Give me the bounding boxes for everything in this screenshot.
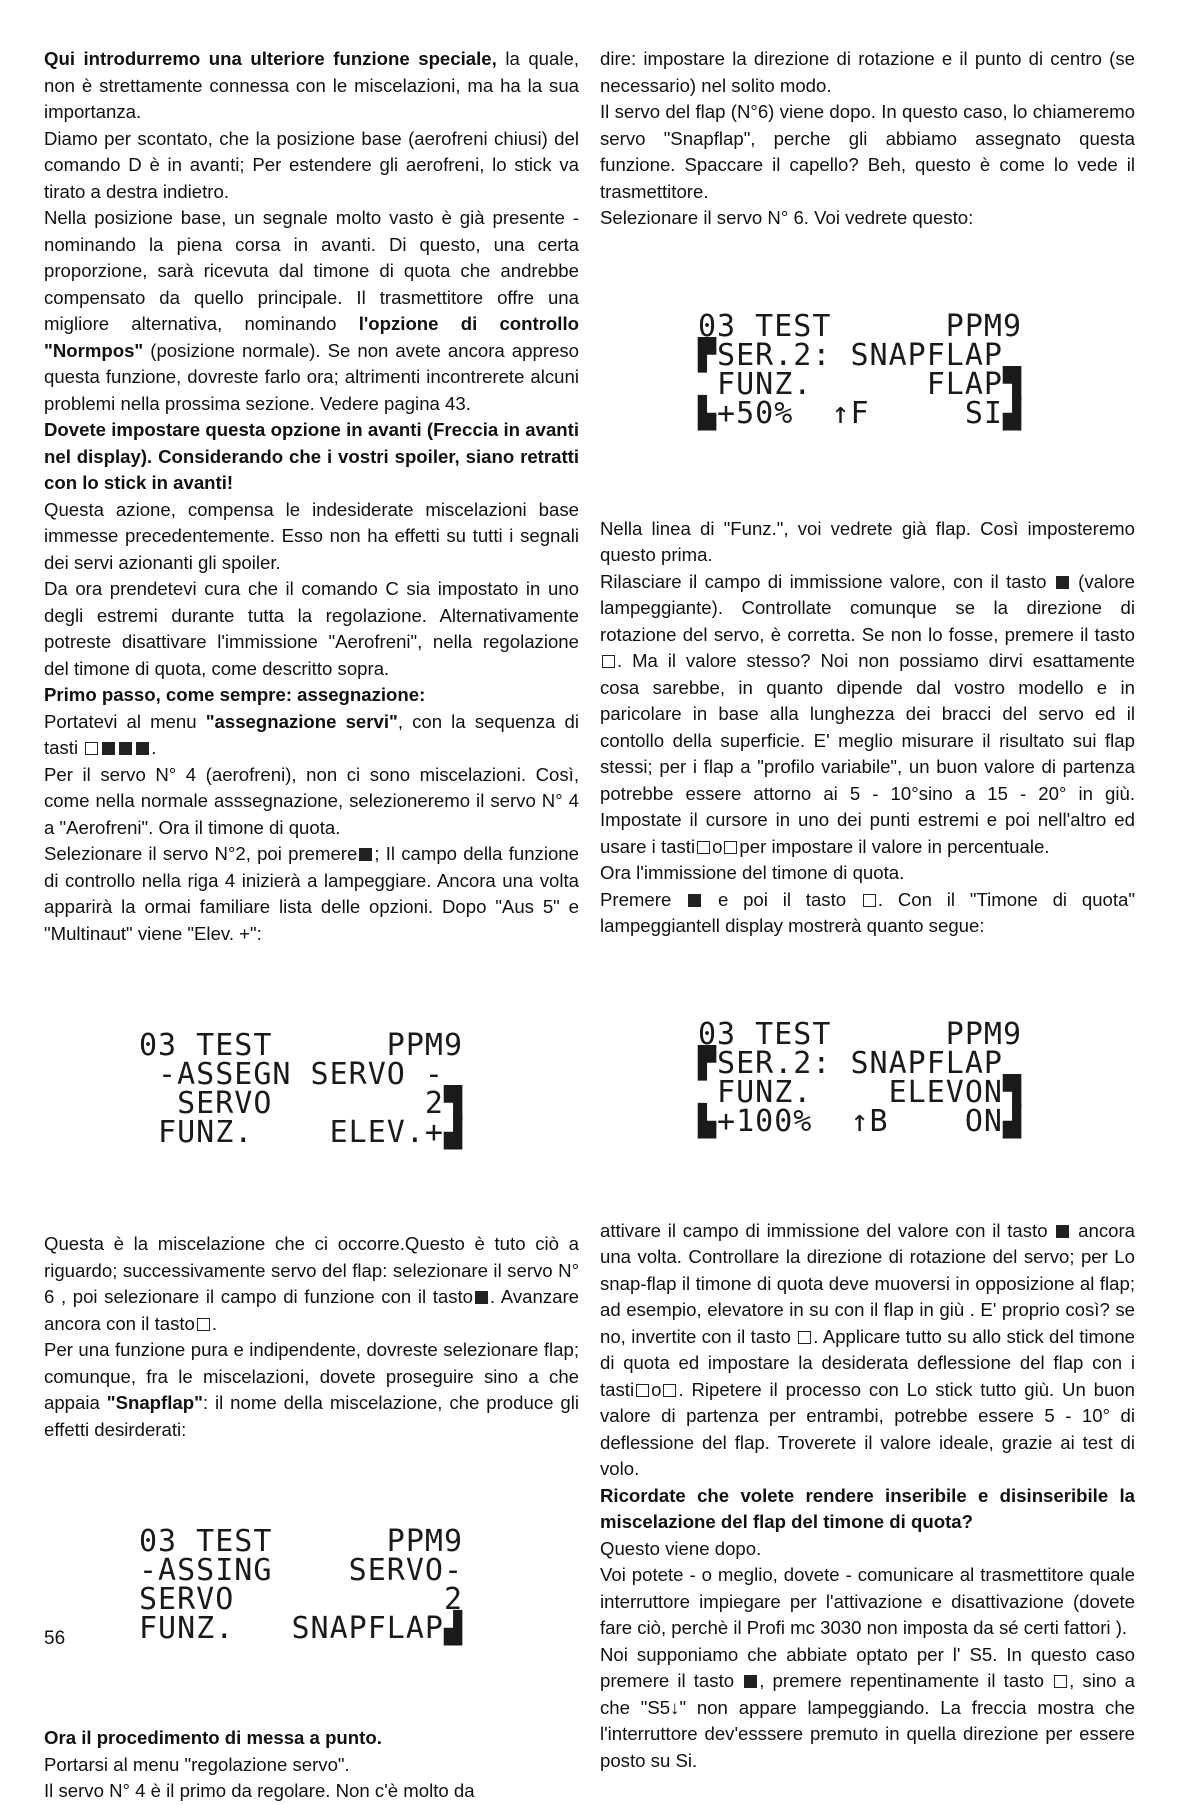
paragraph: Per il servo N° 4 (aerofreni), non ci sono miscelazioni. Così, come nella normale asssegnazione, selezioneremo il servo N° 4 a "Aerofreni". Ora il timone di quota. [44,763,579,838]
key-icon [744,1675,757,1688]
key-icon [359,848,372,861]
key-icon [663,1384,676,1397]
key-icon [1056,1225,1069,1238]
paragraph: Il servo del flap (N°6) viene dopo. In questo caso, lo chiameremo servo "Snapflap", perche gli abbiamo assegnato questa funzione. Spaccare il capello? Beh, questo è come lo vede il trasmettitore. [600,101,1135,202]
paragraph: Premere e poi il tasto . Con il "Timone di quota" lampeggiantell display mostrerà quanto segue: [600,888,1135,936]
key-icon [119,742,132,755]
paragraph: Selezionare il servo N°2, poi premere ; Il campo della funzione di controllo nella riga 4 inizierà a lampeggiare. Ancora una volta apparirà la ormai familiare lista delle opzioni. Dopo "Aus 5" e "Multinaut" viene "Elev. +": [44,843,579,944]
key-icon [1054,1675,1067,1688]
lcd-display-assegn-servo: 03 TEST PPM9 -ASSEGN SERVO - SERVO 2▜ FUNZ. ELEV.+▟ [139,1028,464,1150]
paragraph: Questa è la miscelazione che ci occorre.Questo è tuto ciò a riguardo; successivamente servo del flap: selezionare il servo N° 6 , poi selezionare il campo di funzione con il tasto . Avanzare ancora con il tasto . [44,1233,579,1334]
paragraph: Qui introdurremo una ulteriore funzione speciale, la quale, non è strettamente connessa con le miscelazioni, ma ha la sua importanza. [44,48,579,122]
paragraph: Portarsi al menu "regolazione servo". [44,1753,350,1775]
key-icon [102,742,115,755]
paragraph: Da ora prendetevi cura che il comando C sia impostato in uno degli estremi durante tutta la regolazione. Alternativamente potreste disattivare l'immissione "Aerofreni", nella regolazione del timone di quota, come descritto sopra. [44,578,579,679]
paragraph: Il servo N° 4 è il primo da regolare. Non c'è molto da [44,1780,475,1801]
key-icon [475,1291,488,1304]
lcd-display-assing-servo: 03 TEST PPM9 -ASSING SERVO- SERVO 2 FUNZ. SNAPFLAP▟ [139,1524,464,1646]
left-column [44,46,579,1805]
section-heading: Primo passo, come sempre: assegnazione: [44,684,426,705]
paragraph: Portatevi al menu "assegnazione servi", con la sequenza di tasti . [44,710,579,758]
key-icon [688,894,701,907]
paragraph: Nella posizione base, un segnale molto vasto è già presente - nominando la piena corsa in avanti. Di questo, una certa proporzione, sarà ricevuta dal timone di quota che andrebbe compensato da quello principale. Il trasmettitore offre una migliore alternativa, nominando l'opzione di controllo "Normpos" (posizione normale). Se non avete ancora appreso questa funzione, dovreste farlo ora; altrimenti incontrerete alcuni problemi nella prossima sezione. Vedere pagina 43. [44,207,579,414]
bold-paragraph: Dovete impostare questa opzione in avanti (Freccia in avanti nel display). Considerando che i vostri spoiler, siano retratti con lo stick in avanti! [44,419,579,493]
paragraph: dire: impostare la direzione di rotazione e il punto di centro (se necessario) nel solito modo. [600,48,1135,96]
key-icon [1056,576,1069,589]
bold-paragraph: Ricordate che volete rendere inseribile e disinseribile la miscelazione del flap del timone di quota? [600,1484,1135,1532]
key-icon [636,1384,649,1397]
right-column [600,46,1135,1774]
paragraph: Selezionare il servo N° 6. Voi vedrete questo: [600,207,974,228]
lcd-display-snapflap-elevon: 03 TEST PPM9 ▛SER.2: SNAPFLAP FUNZ. ELEVON▜ ▙+100% ↑B ON▟ [698,1016,1023,1139]
paragraph: Nella linea di "Funz.", voi vedrete già flap. Così imposteremo questo prima. [600,517,1135,565]
section-heading: Ora il procedimento di messa a punto. [44,1727,382,1748]
key-icon [85,742,98,755]
paragraph: Voi potete - o meglio, dovete - comunicare al trasmettitore quale interruttore impiegare per l'attivazione e disattivazione (dovete fare ciò, perchè il Profi mc 3030 non imposta da sé certi fattori ). [600,1564,1135,1638]
lcd-display-snapflap-flap: 03 TEST PPM9 ▛SER.2: SNAPFLAP FUNZ. FLAP▜ ▙+50% ↑F SI▟ [698,308,1023,431]
key-icon [863,894,876,907]
paragraph: Diamo per scontato, che la posizione base (aerofreni chiusi) del comando D è in avanti; Per estendere gli aerofreni, lo stick va tirato a destra indietro. [44,127,579,202]
paragraph: Questo viene dopo. [600,1537,762,1559]
page-number: 56 [44,1628,66,1649]
paragraph: Questa azione, compensa le indesiderate miscelazioni base immesse precedentemente. Esso non ha effetti su tutti i segnali dei servi azionanti gli spoiler. [44,498,579,573]
key-icon [798,1331,811,1344]
key-icon [724,841,737,854]
key-icon [602,655,615,668]
paragraph: Ora l'immissione del timone di quota. [600,862,905,883]
key-icon [697,841,710,854]
paragraph: Per una funzione pura e indipendente, dovreste selezionare flap; comunque, fra le miscelazioni, dovete proseguire sino a che appaia "Snapflap": il nome della miscelazione, che produce gli effetti desirderati: [44,1339,579,1440]
key-icon [136,742,149,755]
paragraph: Noi supponiamo che abbiate optato per l' S5. In questo caso premere il tasto , premere repentinamente il tasto , sino a che "S5↓" non appare lampeggiando. La freccia mostra che l'interruttore dev'esssere premuto in quella direzione per essere posto su Si. [600,1643,1135,1771]
paragraph: attivare il campo di immissione del valore con il tasto ancora una volta. Controllare la direzione di rotazione del servo; per Lo snap-flap il timone di quota deve muoversi in opposizione al flap; ad esempio, elevatore in su con il flap in giù . E' proprio così? se no, invertite con il tasto . Applicare tutto su allo stick del timone di quota ed impostare la desiderata deflessione del flap con i tasti o . Ripetere il processo con Lo stick tutto giù. Un buon valore di partenza per entrambi, potrebbe essere 5 - 10° di deflessione del flap. Troverete il valore ideale, grazie ai test di volo. [600,1219,1136,1479]
key-icon [197,1318,210,1331]
paragraph: Rilasciare il campo di immissione valore, con il tasto (valore lampeggiante). Controllate comunque se la direzione di rotazione del servo, è corretta. Se non lo fosse, premere il tasto . Ma il valore stesso? Noi non possiamo dirvi esattamente cosa sarebbe, in quanto dipende dal vostro modello e in paricolare in base alla lunghezza dei bracci del servo ed il contollo della superficie. E' meglio misurare il risultato sui flap stessi; per i flap a "profilo variabile", un buon valore di partenza potrebbe essere attorno ai 5 - 10°sino a 15 - 20° in giù. Impostate il cursore in uno dei punti estremi e poi nell'altro ed usare i tasti o per impostare il valore in percentuale. [600,570,1136,857]
